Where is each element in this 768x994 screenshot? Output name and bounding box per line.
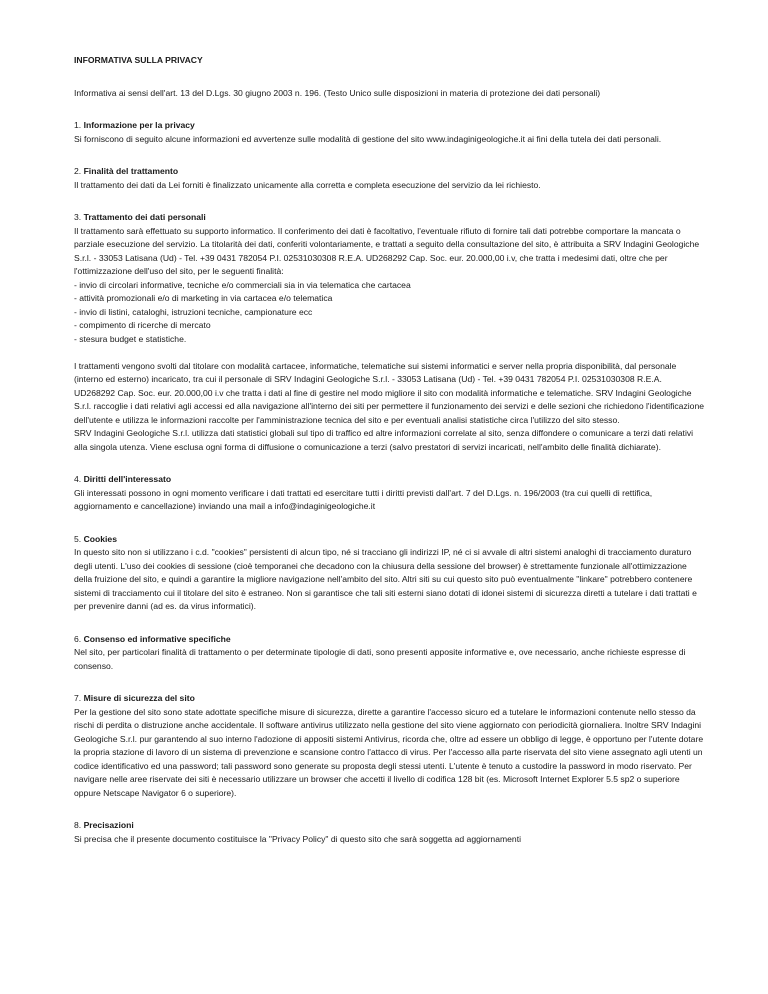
section-body: Gli interessati possono in ogni momento verificare i dati trattati ed esercitare tutti i diritti previsti dall'art. 7 del D.Lgs. n. 196/2003 (tra cui quelli di rettifica, aggiornamento e cancellazione) inviando una mail a info@indaginigeologiche.it: [74, 487, 653, 511]
section-body: Per la gestione del sito sono state adottate specifiche misure di sicurezza, dirette a garantire l'accesso sicuro ed a tutelare le informazioni contenute nello stesso da rischi di perdita o distruzione anche accidentale. Il software antivirus utilizzato nella gestione del sito viene aggiornato con periodicità giornaliera. Inoltre SRV Indagini Geologiche S.r.l. pur garantendo al suo interno l'adozione di appositi sistemi Antivirus, ricorda che, oltre ad essere un obbligo di legge, è opportuno per l'utente dotare la propria stazione di lavoro di un sistema di prevenzione e scansione contro l'attacco di virus. Per l'accesso alla parte riservata del sito viene assegnato agli utenti un codice identificativo ed una password; tali password sono generate su proposta degli stessi utenti. L'utente è tenuto a custodire la password in modo riservato. Per navigare nelle aree riservate dei siti è necessario utilizzare un browser che accetti il livello di codifica 128 bit (es. Microsoft Internet Explorer 5.5 sp2 o superiore oppure Netscape Navigator 6 o superiore).: [74, 706, 704, 798]
section-heading: [74, 473, 704, 487]
section-sicurezza: [74, 692, 704, 800]
section-body: Il trattamento dei dati da Lei forniti è finalizzato unicamente alla corretta e completa esecuzione del servizio da lei richiesto.: [74, 179, 541, 190]
section-trattamento: [74, 211, 704, 454]
section-title: Finalità del trattamento: [83, 166, 179, 176]
section-heading: [74, 819, 704, 833]
section-title: Consenso ed informative specifiche: [83, 633, 231, 644]
section-diritti: [74, 473, 704, 514]
document-title: INFORMATIVA SULLA PRIVACY: [74, 55, 203, 65]
section-heading: [74, 165, 704, 179]
section-finalita: [74, 165, 704, 192]
section-heading: [74, 211, 704, 225]
section-number: 5.: [74, 533, 82, 544]
section-title: Informazione per la privacy: [83, 120, 195, 130]
section-body: Si precisa che il presente documento costituisce la "Privacy Policy" di questo sito che sarà soggetta ad aggiornamenti: [74, 833, 522, 844]
section-body: SRV Indagini Geologiche S.r.l. utilizza dati statistici globali sul tipo di traffico ed altre informazioni correlate al sito, senza diffondere o comunicare a terzi dati relativi alla singola utenza. Viene esclusa ogni forma di diffusione o comunicazione a terzi (salvo prestatori di servizi incaricati, nell'ambito delle finalità dichiarate).: [74, 428, 694, 452]
section-number: 8.: [74, 820, 82, 830]
list-item: - compimento di ricerche di mercato: [74, 320, 211, 330]
section-body: I trattamenti vengono svolti dal titolare con modalità cartacee, informatiche, telematiche sui sistemi informatici e server nella propria disponibilità, dal personale (interno ed esterno) incaricato, tra cui il personale di SRV Indagini Geologiche S.r.l. - 33053 Latisana (Ud) - Tel. +39 0431 782054 P.I. 02531030308 R.E.A. UD268292 Cap. Soc. eur. 20.000,00 i.v che tratta i dati al fine di gestire nel modo migliore il sito con modalità informatiche e telematiche. SRV Indagini Geologiche S.r.l. raccoglie i dati relativi agli accessi ed alla navigazione all'interno dei siti per permettere il funzionamento dei servizi e delle sezioni che richiedono l'identificazione dell'utente e utilizza le informazioni raccolte per l'amministrazione tecnica del sito e per eventuali analisi statistiche circa l'utilizzo del sito stesso.: [74, 360, 705, 425]
section-title: Misure di sicurezza del sito: [83, 693, 195, 703]
section-number: 4.: [74, 474, 82, 484]
list-item: - invio di listini, cataloghi, istruzioni tecniche, campionature ecc: [74, 306, 313, 317]
section-number: 1.: [74, 120, 82, 130]
section-title: Trattamento dei dati personali: [83, 212, 206, 222]
list-item: - invio di circolari informative, tecniche e/o commerciali sia in via telematica che cartacea: [74, 279, 411, 290]
section-informazione: [74, 119, 704, 146]
section-body: Si forniscono di seguito alcune informazioni ed avvertenze sulle modalità di gestione del sito www.indaginigeologiche.it ai fini della tutela dei dati personali.: [74, 133, 662, 144]
document-intro: Informativa ai sensi dell'art. 13 del D.Lgs. 30 giugno 2003 n. 196. (Testo Unico sulle disposizioni in materia di protezione dei dati personali): [74, 87, 601, 98]
section-cookies: [74, 533, 704, 614]
section-heading: [74, 692, 704, 706]
section-title: Precisazioni: [83, 820, 134, 830]
section-number: 2.: [74, 166, 82, 176]
section-precisazioni: [74, 819, 704, 846]
section-number: 7.: [74, 693, 82, 703]
section-body: In questo sito non si utilizzano i c.d. "cookies" persistenti di alcun tipo, né si tracciano gli indirizzi IP, né ci si avvale di altri sistemi analoghi di tracciamento duraturo degli utenti. L'uso dei cookies di sessione (cioè temporanei che decadono con la chiusura della sessione del browser) è strettamente funzionale all'ottimizzazione della fruizione del sito, e quindi a garantire la migliore navigazione nell'ambito del sito. Altri siti su cui questo sito può eventualmente "linkare" potrebbero contenere sistemi di tracciamento cui il titolare del sito è estraneo. Non si garantisce che tali siti esterni siano dotati di idonei sistemi di sicurezza diretti a tutelare i dati trattati e per prevenire danni (ad es. da virus informatici).: [74, 547, 697, 611]
section-title: Diritti dell'interessato: [83, 474, 172, 484]
section-heading: [74, 633, 704, 647]
section-heading: [74, 533, 704, 547]
section-title: Cookies: [83, 533, 117, 544]
section-body: Nel sito, per particolari finalità di trattamento o per determinate tipologie di dati, sono presenti apposite informative e, ove necessario, anche richieste espresse di consenso.: [74, 647, 686, 671]
document-page: [74, 54, 704, 865]
section-heading: [74, 119, 704, 133]
list-item: - stesura budget e statistiche.: [74, 333, 187, 344]
section-number: 3.: [74, 212, 82, 222]
section-body: Il trattamento sarà effettuato su supporto informatico. Il conferimento dei dati è facoltativo, l'eventuale rifiuto di fornire tali dati potrebbe comportare la mancata o parziale esecuzione del servizio. La titolarità dei dati, conferiti volontariamente, e trattati a seguito della consultazione del sito, è attribuita a SRV Indagini Geologiche S.r.l. - 33053 Latisana (Ud) - Tel. +39 0431 782054 P.I. 02531030308 R.E.A. UD268292 Cap. Soc. eur. 20.000,00 i.v, che tratta i medesimi dati, oltre che per l'ottimizzazione dell'uso del sito, per le seguenti finalità:: [74, 225, 700, 276]
list-item: - attività promozionali e/o di marketing in via cartacea e/o telematica: [74, 293, 333, 303]
section-number: 6.: [74, 633, 82, 644]
section-consenso: [74, 633, 704, 674]
